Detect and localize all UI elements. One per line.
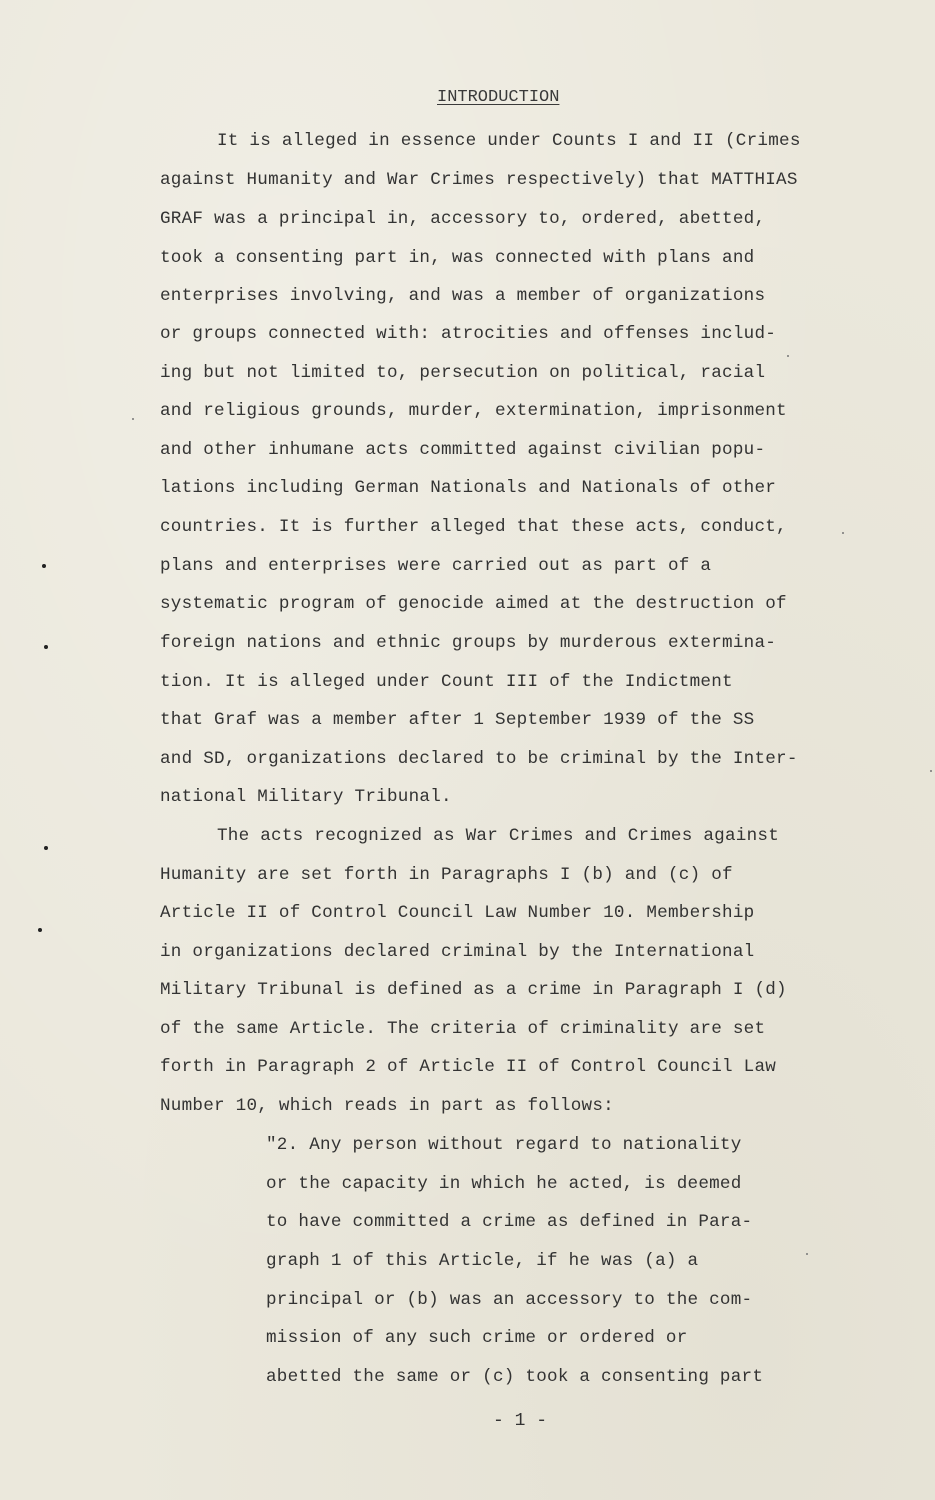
paragraph-line: against Humanity and War Crimes respectively) that MATTHIAS: [160, 170, 798, 190]
paragraph-line: countries. It is further alleged that these acts, conduct,: [160, 517, 787, 537]
quote-line: mission of any such crime or ordered or: [266, 1328, 688, 1348]
punch-mark: [44, 846, 48, 850]
paragraph-line: The acts recognized as War Crimes and Crimes against: [217, 826, 780, 846]
paper-speck: [842, 532, 844, 534]
punch-mark: [44, 645, 48, 649]
paragraph-line: of the same Article. The criteria of criminality are set: [160, 1019, 766, 1039]
paragraph-line: took a consenting part in, was connected with plans and: [160, 248, 755, 268]
paragraph-line: GRAF was a principal in, accessory to, ordered, abetted,: [160, 209, 766, 229]
paragraph-line: and SD, organizations declared to be criminal by the Inter-: [160, 749, 798, 769]
punch-mark: [42, 564, 46, 568]
page-title: INTRODUCTION: [437, 88, 560, 107]
paragraph-line: ing but not limited to, persecution on political, racial: [160, 363, 766, 383]
paragraph-line: plans and enterprises were carried out as part of a: [160, 556, 712, 576]
paragraph-line: or groups connected with: atrocities and offenses includ-: [160, 324, 777, 344]
paragraph-line: It is alleged in essence under Counts I and II (Crimes: [217, 131, 801, 151]
paragraph-line: enterprises involving, and was a member of organizations: [160, 286, 766, 306]
quote-line: to have committed a crime as defined in Para-: [266, 1212, 753, 1232]
paragraph-line: foreign nations and ethnic groups by murderous extermina-: [160, 633, 777, 653]
punch-mark: [38, 928, 42, 932]
paragraph-line: tion. It is alleged under Count III of the Indictment: [160, 672, 733, 692]
quote-line: or the capacity in which he acted, is deemed: [266, 1174, 742, 1194]
paper-speck: [132, 418, 134, 420]
paragraph-line: lations including German Nationals and Nationals of other: [160, 478, 777, 498]
quote-line: principal or (b) was an accessory to the com-: [266, 1290, 753, 1310]
paragraph-line: forth in Paragraph 2 of Article II of Control Council Law: [160, 1057, 777, 1077]
paper-speck: [787, 355, 789, 357]
paragraph-line: Humanity are set forth in Paragraphs I (b) and (c) of: [160, 865, 733, 885]
page-number: - 1 -: [493, 1411, 548, 1431]
paper-speck: [930, 770, 932, 772]
quote-line: graph 1 of this Article, if he was (a) a: [266, 1251, 699, 1271]
paragraph-line: systematic program of genocide aimed at the destruction of: [160, 594, 787, 614]
paragraph-line: Article II of Control Council Law Number 10. Membership: [160, 903, 755, 923]
paper-speck: [806, 1253, 808, 1255]
paragraph-line: national Military Tribunal.: [160, 787, 452, 807]
paragraph-line: Military Tribunal is defined as a crime in Paragraph I (d): [160, 980, 787, 1000]
paragraph-line: in organizations declared criminal by the International: [160, 942, 755, 962]
quote-line: "2. Any person without regard to nationality: [266, 1135, 742, 1155]
paragraph-line: and other inhumane acts committed against civilian popu-: [160, 440, 766, 460]
paragraph-line: and religious grounds, murder, extermination, imprisonment: [160, 401, 787, 421]
paragraph-line: Number 10, which reads in part as follows:: [160, 1096, 614, 1116]
paragraph-line: that Graf was a member after 1 September 1939 of the SS: [160, 710, 755, 730]
quote-line: abetted the same or (c) took a consenting part: [266, 1367, 764, 1387]
